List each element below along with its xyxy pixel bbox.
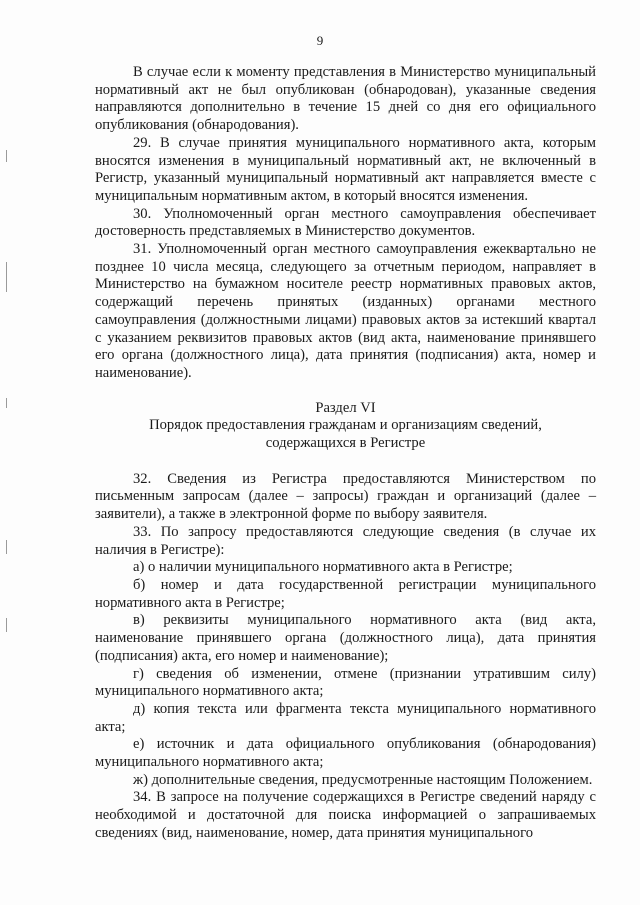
section-title: Раздел VI — [315, 399, 376, 416]
section-heading-line: содержащихся в Регистре — [265, 435, 426, 452]
list-item: е) источник и дата официального опубликования (обнародования) муниципального нормативного акта; — [95, 736, 596, 771]
document-body — [95, 64, 596, 843]
page-number: 9 — [316, 33, 324, 48]
list-item: в) реквизиты муниципального нормативного акта (вид акта, наименование принявшего органа (должностного лица), дата принятия (подписания) акта, его номер и наименование); — [95, 612, 596, 664]
list-item: г) сведения об изменении, отмене (признании утратившим силу) муниципального нормативного акта; — [95, 665, 596, 700]
scan-margin-mark — [6, 150, 7, 162]
scan-margin-mark — [6, 262, 7, 292]
list-item: ж) дополнительные сведения, предусмотренные настоящим Положением. — [133, 771, 593, 788]
paragraph: В случае если к моменту представления в Министерство муниципальный нормативный акт не был опубликован (обнародован), указанные сведения направляются дополнительно в течение 15 дней со дня его официального опубликования (обнародования). — [95, 64, 596, 134]
scan-margin-mark — [6, 398, 7, 408]
list-item: б) номер и дата государственной регистрации муниципального нормативного акта в Регистре; — [95, 576, 596, 611]
section-heading — [95, 417, 596, 452]
paragraph: 32. Сведения из Регистра предоставляются Министерством по письменным запросам (далее – запросы) граждан и организаций (далее – заявители), а также в электронной форме по выбору заявителя. — [95, 470, 596, 523]
list-item: а) о наличии муниципального нормативного акта в Регистре; — [133, 559, 513, 576]
paragraph: 31. Уполномоченный орган местного самоуправления ежеквартально не позднее 10 числа месяца, следующего за отчетным периодом, направляет в Министерство на бумажном носителе реестр нормативных правовых актов, содержащий перечень принятых (изданных) органами местного самоуправления (должностными лицами) правовых актов за истекший квартал с указанием реквизитов правовых актов (вид акта, наименование принявшего его органа (должностного лица), дата принятия (подписания) акта, номер и наименование). — [95, 241, 596, 381]
scan-margin-mark — [6, 540, 7, 554]
scan-margin-mark — [6, 618, 7, 632]
paragraph: 29. В случае принятия муниципального нормативного акта, которым вносятся изменения в муниципальный нормативный акт, не включенный в Регистр, указанный муниципальный нормативный акт направляется вместе с муниципальным нормативным актом, в который вносятся изменения. — [95, 134, 596, 204]
section-heading-line: Порядок предоставления гражданам и организациям сведений, — [149, 417, 542, 434]
paragraph: 34. В запросе на получение содержащихся в Регистре сведений наряду с необходимой и достаточной для поиска информацией о запрашиваемых сведениях (вид, наименование, номер, дата принятия муниципального — [95, 789, 596, 841]
list-item: д) копия текста или фрагмента текста муниципального нормативного акта; — [95, 700, 596, 735]
paragraph: 30. Уполномоченный орган местного самоуправления обеспечивает достоверность представляемых в Министерство документов. — [95, 205, 596, 240]
paragraph: 33. По запросу предоставляются следующие сведения (в случае их наличия в Регистре): — [95, 523, 596, 558]
